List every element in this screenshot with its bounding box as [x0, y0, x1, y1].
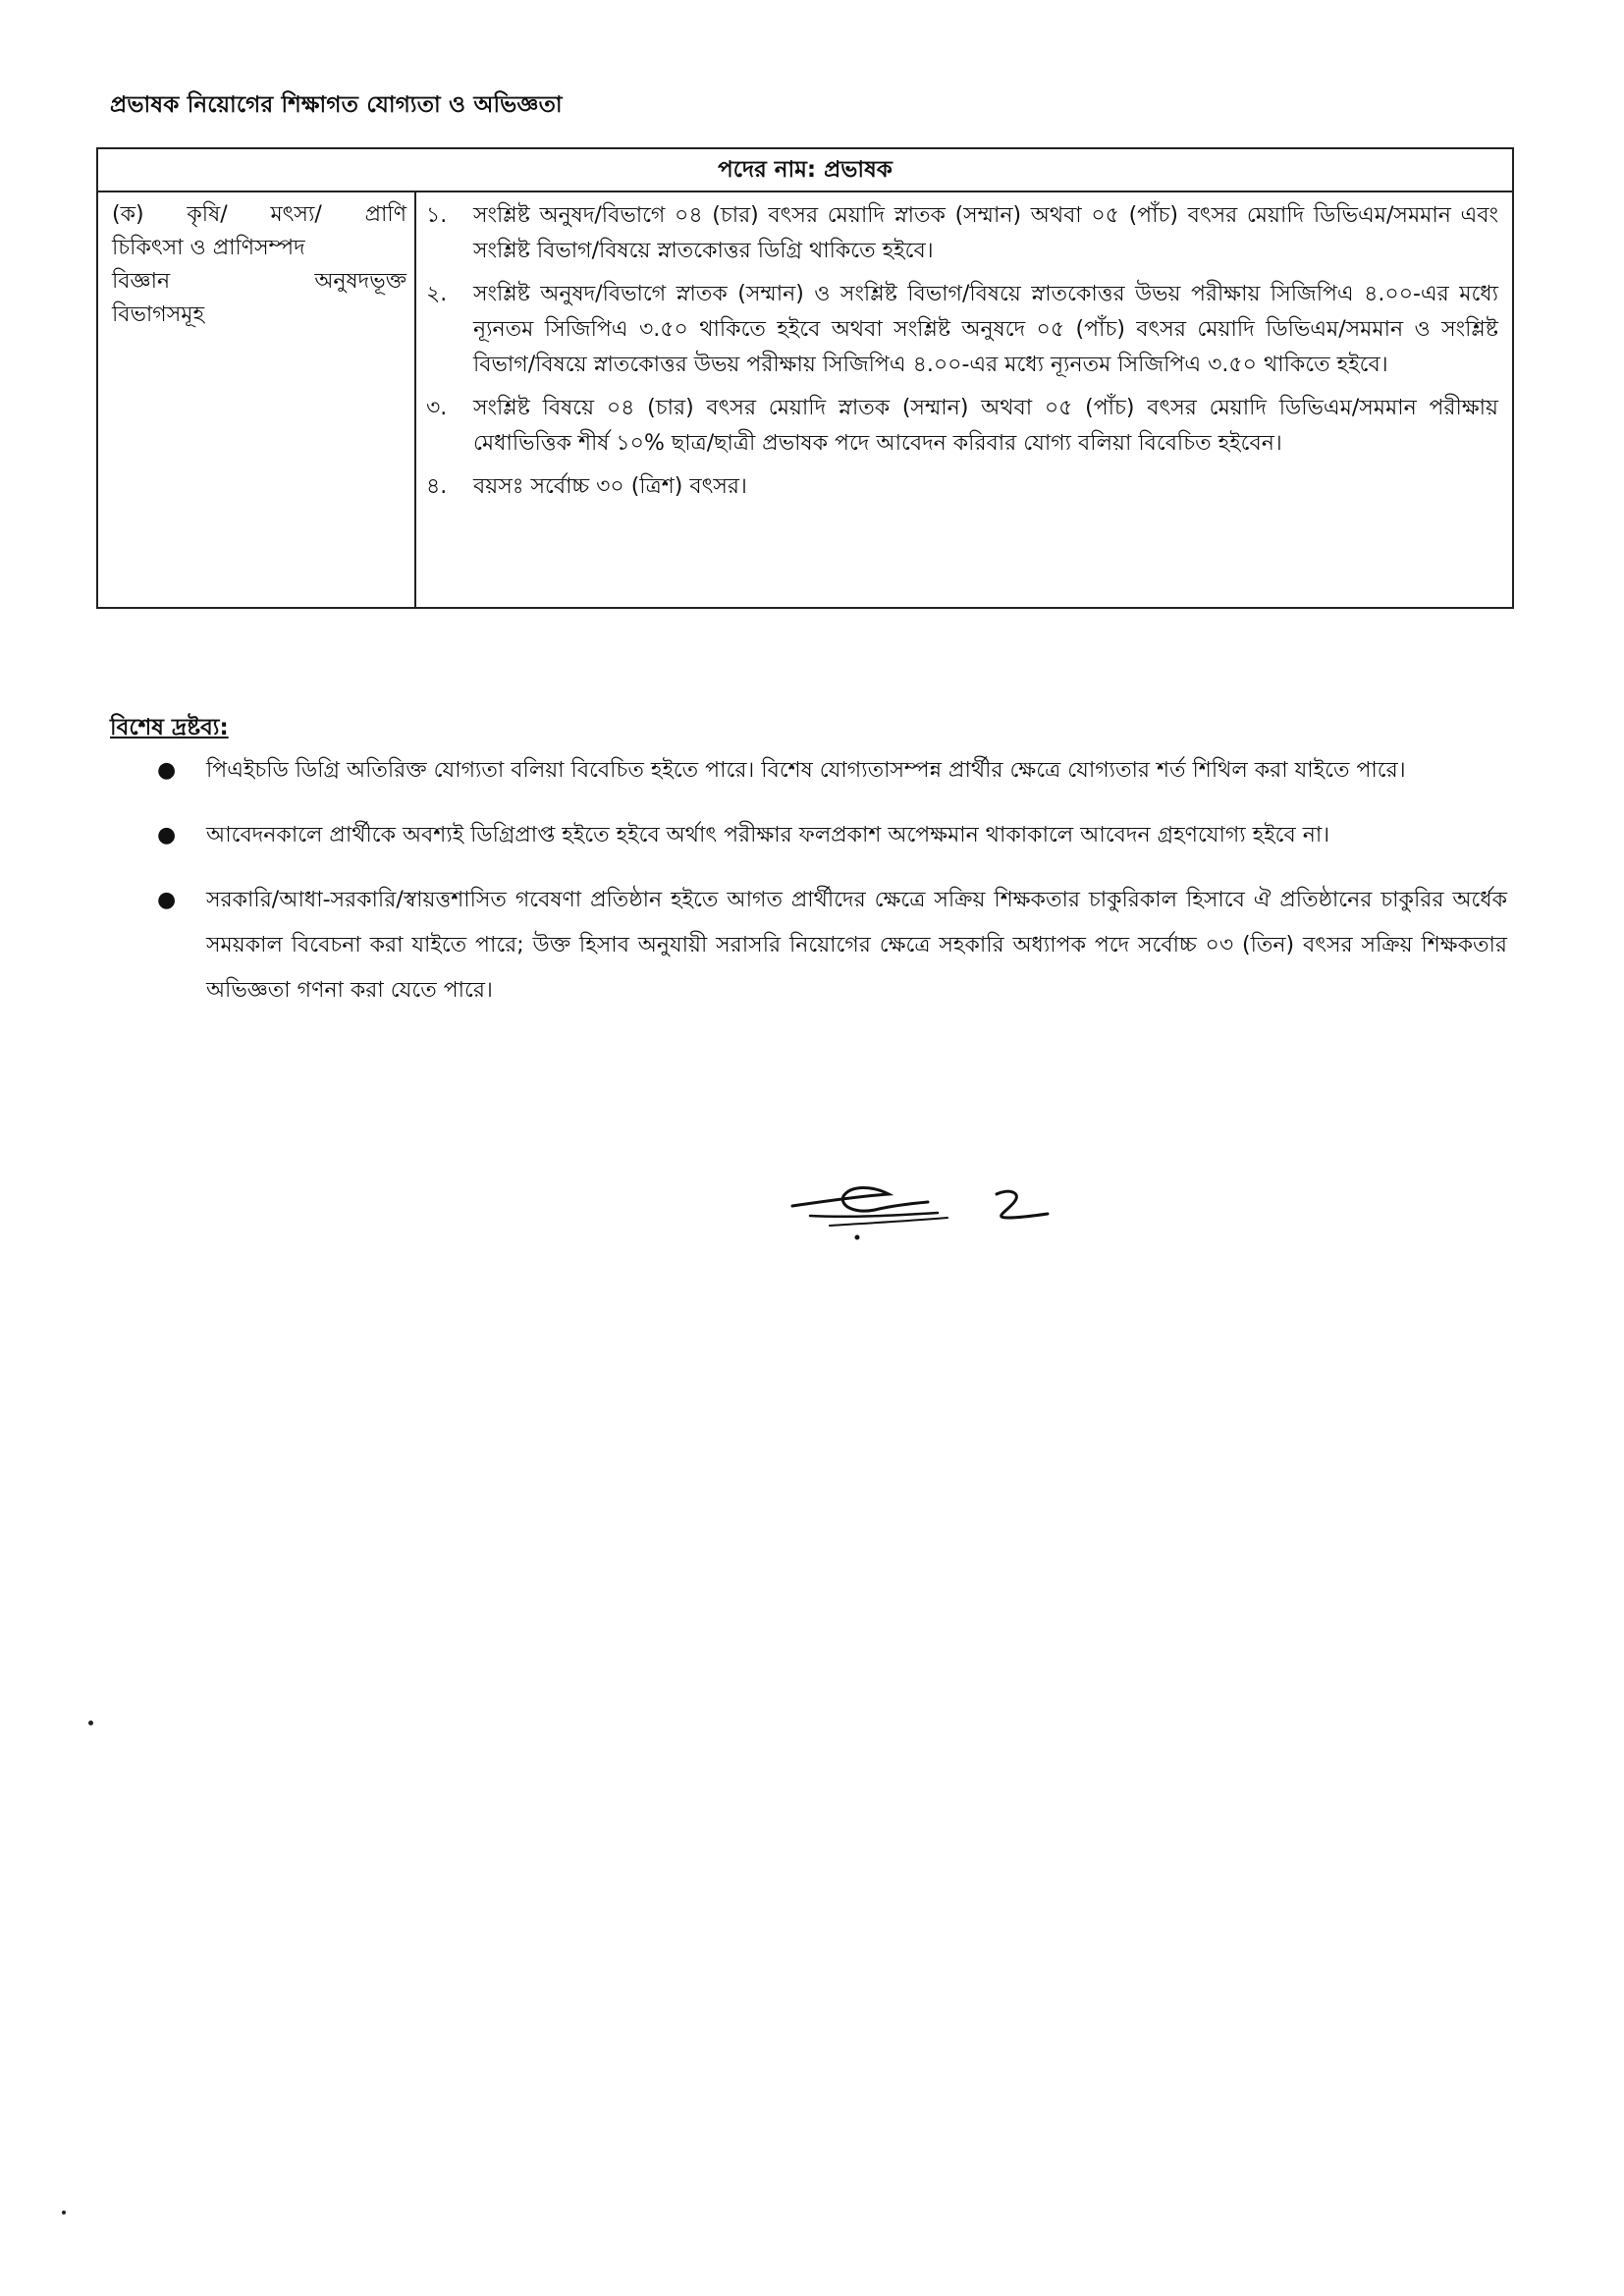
- department-cell: [112, 198, 406, 332]
- note-text: আবেদনকালে প্রার্থীকে অবশ্যই ডিগ্রিপ্রাপ্ত হইতে হইবে অর্থাৎ পরীক্ষার ফলপ্রকাশ অপেক্ষমান থাকাকালে আবেদন গ্রহণযোগ্য হইবে না।: [206, 823, 1330, 847]
- department-word: বিজ্ঞান: [112, 269, 171, 294]
- note-text: পিএইচডি ডিগ্রি অতিরিক্ত যোগ্যতা বলিয়া বিবেচিত হইতে পারে। বিশেষ যোগ্যতাসম্পন্ন প্রার্থীর ক্ষেত্রে যোগ্যতার শর্ত শিথিল করা যাইতে পারে।: [206, 758, 1406, 783]
- requirement-number: ২.: [426, 282, 448, 306]
- requirement-number: ১.: [426, 203, 448, 228]
- post-title-row: [98, 149, 1512, 192]
- post-title: পদের নাম: প্রভাষক: [718, 156, 893, 183]
- requirements-list: [426, 198, 1498, 513]
- note-item: [157, 813, 1507, 858]
- department-line-4: [112, 299, 406, 332]
- requirement-item: [426, 391, 1498, 462]
- requirement-number: ৪.: [426, 474, 448, 499]
- signature: [781, 1167, 1065, 1245]
- scan-speck: [88, 1721, 93, 1725]
- requirement-text: বয়সঃ সর্বোচ্চ ৩০ (ত্রিশ) বৎসর।: [473, 474, 747, 499]
- page-heading: প্রভাষক নিয়োগের শিক্ষাগত যোগ্যতা ও অভিজ্ঞতা: [110, 92, 563, 118]
- department-line-2: [112, 232, 406, 265]
- department-word: মৎস্য/: [270, 202, 322, 227]
- bullet-icon: ●: [157, 758, 177, 783]
- qualification-table: [96, 147, 1514, 609]
- bullet-icon: ●: [157, 823, 177, 847]
- note-item: [157, 878, 1507, 1013]
- department-word: অনুষদভূক্ত: [314, 269, 406, 294]
- department-word: চিকিৎসা ও প্রাণিসম্পদ: [112, 236, 305, 260]
- requirement-item: [426, 277, 1498, 383]
- notes-title: বিশেষ দ্রষ্টব্য:: [110, 715, 229, 740]
- note-item: [157, 748, 1507, 793]
- department-word: বিভাগসমূহ: [112, 302, 205, 327]
- note-text: সরকারি/আধা-সরকারি/স্বায়ত্তশাসিত গবেষণা প্রতিষ্ঠান হইতে আগত প্রার্থীদের ক্ষেত্রে সক্রিয় শিক্ষকতার চাকুরিকাল হিসাবে ঐ প্রতিষ্ঠানের চাকুরির অর্ধেক সময়কাল বিবেচনা করা যাইতে পারে; উক্ত হিসাব অনুযায়ী সরাসরি নিয়োগের ক্ষেত্রে সহকারি অধ্যাপক পদে সর্বোচ্চ ০৩ (তিন) বৎসর সক্রিয় শিক্ষকতার অভিজ্ঞতা গণনা করা যেতে পারে।: [206, 888, 1507, 1003]
- bullet-icon: ●: [157, 888, 177, 912]
- requirement-text: সংশ্লিষ্ট বিষয়ে ০৪ (চার) বৎসর মেয়াদি স্নাতক (সম্মান) অথবা ০৫ (পাঁচ) বৎসর মেয়াদি ডিভিএম/সমমান পরীক্ষায় মেধাভিত্তিক শীর্ষ ১০% ছাত্র/ছাত্রী প্রভাষক পদে আবেদন করিবার যোগ্য বলিয়া বিবেচিত হইবেন।: [473, 396, 1498, 456]
- scan-speck: [62, 2211, 66, 2214]
- department-word: কৃষি/: [187, 202, 228, 227]
- department-line-3: [112, 265, 406, 299]
- column-divider: [414, 191, 416, 607]
- requirement-item: [426, 469, 1498, 505]
- requirement-number: ৩.: [426, 396, 448, 420]
- notes-list: [157, 748, 1507, 1033]
- requirement-text: সংশ্লিষ্ট অনুষদ/বিভাগে ০৪ (চার) বৎসর মেয়াদি স্নাতক (সম্মান) অথবা ০৫ (পাঁচ) বৎসর মেয়াদি ডিভিএম/সমমান এবং সংশ্লিষ্ট বিভাগ/বিষয়ে স্নাতকোত্তর ডিগ্রি থাকিতে হইবে।: [473, 203, 1498, 263]
- department-line-1: [112, 198, 406, 232]
- requirement-text: সংশ্লিষ্ট অনুষদ/বিভাগে স্নাতক (সম্মান) ও সংশ্লিষ্ট বিভাগ/বিষয়ে স্নাতকোত্তর উভয় পরীক্ষায় সিজিপিএ ৪.০০-এর মধ্যে ন্যূনতম সিজিপিএ ৩.৫০ থাকিতে হইবে অথবা সংশ্লিষ্ট অনুষদে ০৫ (পাঁচ) বৎসর মেয়াদি ডিভিএম/সমমান ও সংশ্লিষ্ট বিভাগ/বিষয়ে স্নাতকোত্তর উভয় পরীক্ষায় সিজিপিএ ৪.০০-এর মধ্যে ন্যূনতম সিজিপিএ ৩.৫০ থাকিতে হইবে।: [473, 282, 1498, 377]
- department-word: প্রাণি: [364, 202, 406, 227]
- department-word: (ক): [112, 202, 144, 227]
- requirement-item: [426, 198, 1498, 269]
